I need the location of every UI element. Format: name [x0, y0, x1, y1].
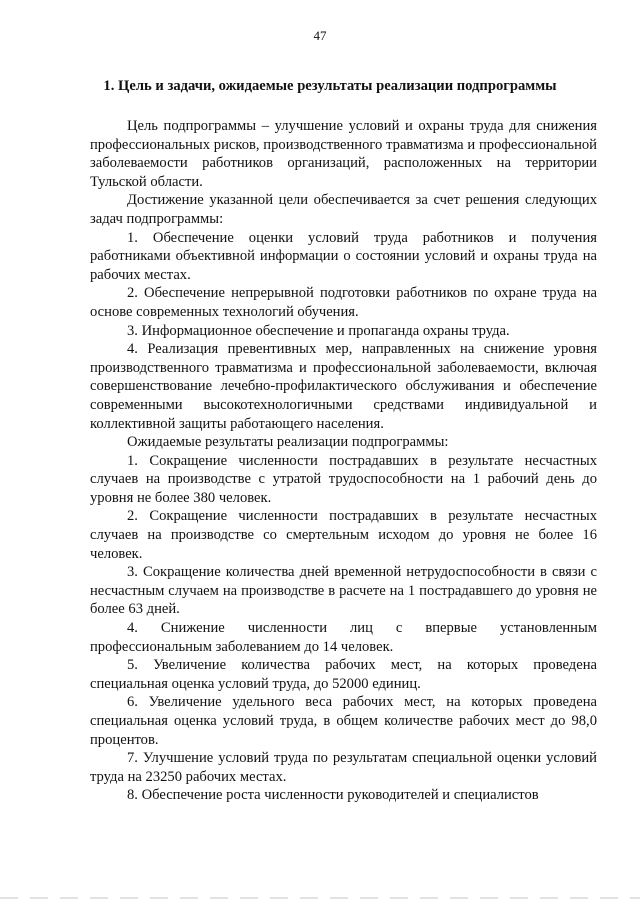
result-item: 4. Снижение численности лиц с впервые установленным профессиональным заболеванием до 14 человек. [90, 620, 597, 655]
result-item: 3. Сокращение количества дней временной нетрудоспособности в связи с несчастным случаем на производстве в расчете на 1 пострадавшего до уровня не более 63 дней. [90, 564, 597, 618]
section-heading: 1. Цель и задачи, ожидаемые результаты реализации подпрограммы [103, 78, 557, 94]
result-item: 1. Сокращение численности пострадавших в результате несчастных случаев на производстве с утратой трудоспособности на 1 рабочий день до уровня не более 380 человек. [90, 452, 597, 506]
body-text [90, 117, 597, 805]
result-item: 5. Увеличение количества рабочих мест, на которых проведена специальная оценка условий труда, до 52000 единиц. [90, 657, 597, 692]
paragraph-results-intro: Ожидаемые результаты реализации подпрограммы: [127, 434, 449, 451]
task-item: 4. Реализация превентивных мер, направленных на снижение уровня производственного травматизма и профессиональной заболеваемости, включая совершенствование лечебно-профилактического обслуживания и обеспечение современными высокотехнологичными средствами индивидуальной и коллективной защиты работающего населения. [90, 341, 597, 432]
task-item: 2. Обеспечение непрерывной подготовки работников по охране труда на основе современных технологий обучения. [90, 285, 597, 320]
scan-edge-artifact [0, 897, 640, 899]
task-item: 3. Информационное обеспечение и пропаганда охраны труда. [127, 322, 510, 339]
paragraph-tasks-intro: Достижение указанной цели обеспечивается за счет решения следующих задач подпрограммы: [90, 192, 597, 227]
result-item: 6. Увеличение удельного веса рабочих мест, на которых проведена специальная оценка условий труда, в общем количестве рабочих мест до 98,0 процентов. [90, 694, 597, 748]
paragraph-goal: Цель подпрограммы – улучшение условий и охраны труда для снижения профессиональных рисков, производственного травматизма и профессиональной заболеваемости работников организаций, расположенных на территории Тульской области. [90, 118, 597, 190]
result-item: 2. Сокращение численности пострадавших в результате несчастных случаев на производстве со смертельным исходом до уровня не более 16 человек. [90, 508, 597, 562]
page-number: 47 [313, 28, 327, 43]
task-item: 1. Обеспечение оценки условий труда работников и получения работниками объективной информации о состоянии условий и охраны труда на рабочих местах. [90, 229, 597, 283]
result-item: 7. Улучшение условий труда по результатам специальной оценки условий труда на 23250 рабочих местах. [90, 750, 597, 785]
result-item: 8. Обеспечение роста численности руководителей и специалистов [127, 787, 539, 804]
